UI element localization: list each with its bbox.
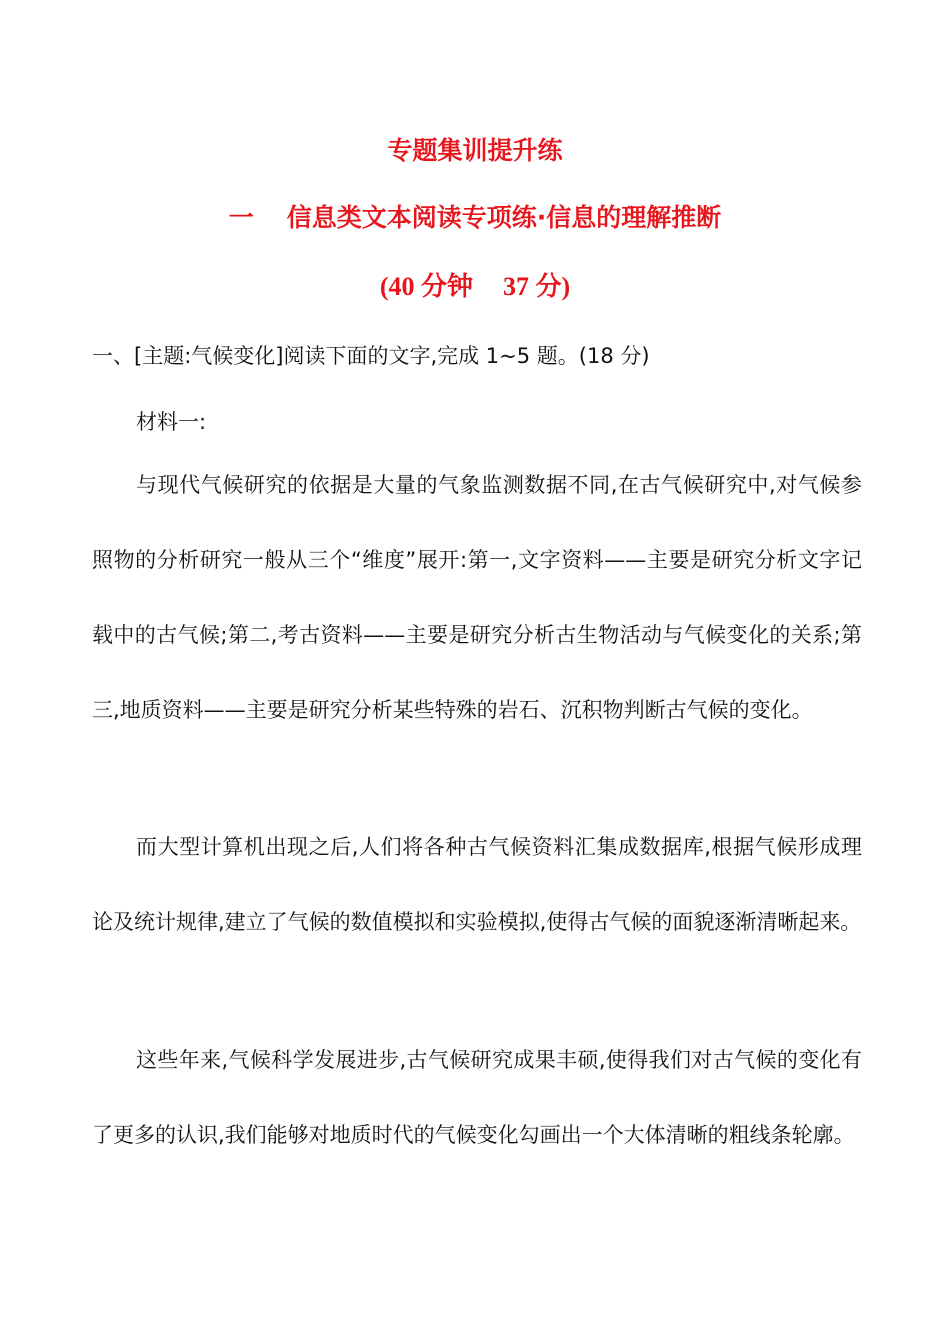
question-intro: 一、[主题:气候变化]阅读下面的文字,完成 1~5 题。(18 分) (92, 344, 650, 368)
paragraph-3: 这些年来,气候科学发展进步,古气候研究成果丰硕,使得我们对古气候的变化有了更多的认识,我们能够对地质时代的气候变化勾画出一个大体清晰的粗线条轮廓。 (92, 1048, 862, 1147)
doc-title: 专题集训提升练 (387, 136, 563, 165)
paragraph-1: 与现代气候研究的依据是大量的气象监测数据不同,在古气候研究中,对气候参照物的分析研究一般从三个“维度”展开:第一,文字资料——主要是研究分析文字记载中的古气候;第二,考古资料——主要是研究分析古生物活动与气候变化的关系;第三,地质资料——主要是研究分析某些特殊的岩石、沉积物判断古气候的变化。 (92, 473, 862, 722)
time-score-line (0, 271, 950, 303)
section-heading (0, 202, 950, 234)
section-number: 一 (228, 203, 254, 232)
paragraph-2: 而大型计算机出现之后,人们将各种古气候资料汇集成数据库,根据气候形成理论及统计规律,建立了气候的数值模拟和实验模拟,使得古气候的面貌逐渐清晰起来。 (92, 835, 862, 934)
material-label: 材料一: (136, 410, 207, 434)
time-label: (40 分钟 (379, 272, 473, 301)
score-label: 37 分) (503, 272, 571, 301)
section-title: 信息类文本阅读专项练·信息的理解推断 (286, 203, 722, 232)
